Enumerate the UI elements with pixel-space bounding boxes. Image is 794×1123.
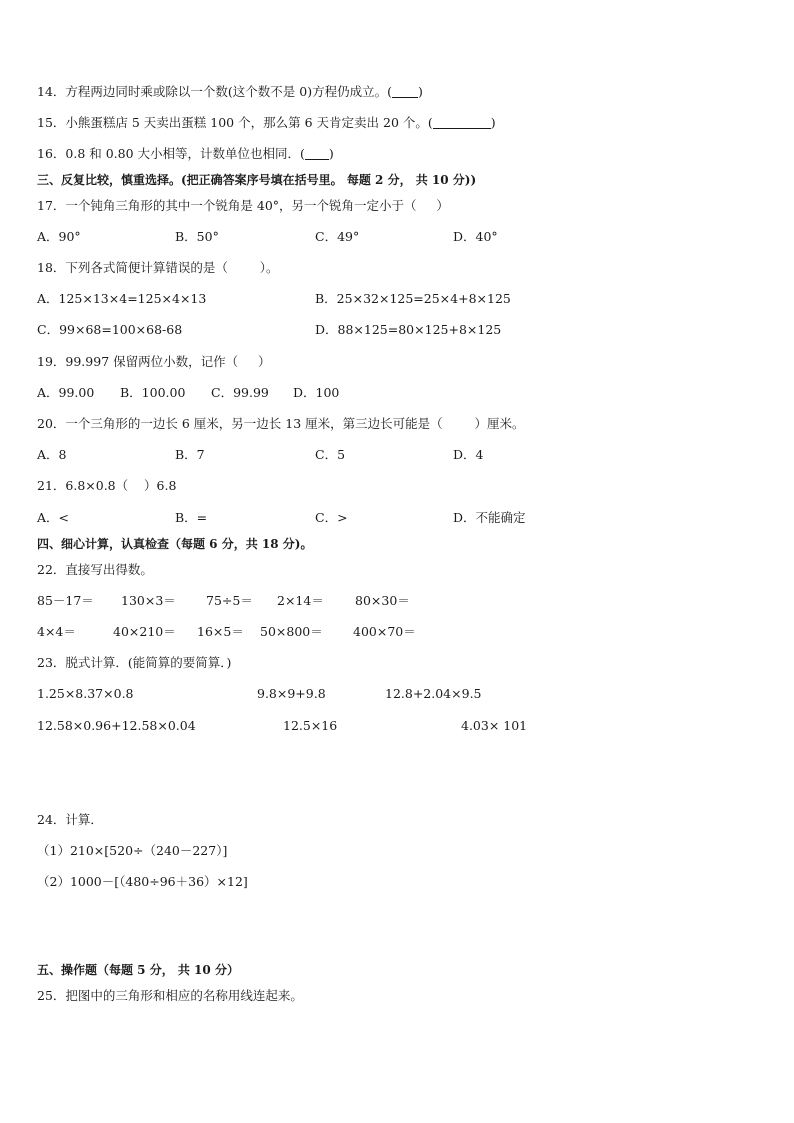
q21-stem: 21．6.8×0.8（ ）6.8	[37, 478, 177, 493]
q23-r2-item-3: 4.03× 101	[461, 718, 528, 733]
q23-r2-item-2: 12.5×16	[283, 718, 338, 733]
q15-text: 15．小熊蛋糕店 5 天卖出蛋糕 100 个，那么第 6 天肯定卖出 20 个。(	[37, 115, 433, 130]
q22-r1-item-1: 85－17＝	[37, 593, 94, 608]
q23-r1-item-1: 1.25×8.37×0.8	[37, 686, 134, 701]
q21-option-a[interactable]: A．<	[37, 510, 70, 525]
q22-stem: 22．直接写出得数。	[37, 562, 153, 577]
q24-stem: 24．计算．	[37, 812, 103, 827]
section-4-heading: 四、细心计算，认真检查（每题 6 分，共 18 分)。	[37, 537, 313, 551]
q14-text: 14．方程两边同时乘或除以一个数(这个数不是 0)方程仍成立。(	[37, 84, 392, 99]
q16-text: 16．0.8 和 0.80 大小相等，计数单位也相同．(	[37, 146, 305, 161]
q25-stem: 25．把图中的三角形和相应的名称用线连起来。	[37, 988, 303, 1003]
q24-part-1: （1）210×[520÷（240－227）]	[37, 843, 228, 858]
q19-option-c[interactable]: C．99.99	[211, 385, 269, 400]
q17-stem: 17．一个钝角三角形的其中一个锐角是 40°，另一个锐角一定小于（ ）	[37, 198, 449, 213]
q20-option-d[interactable]: D．4	[453, 447, 484, 462]
q14-line: 14．方程两边同时乘或除以一个数(这个数不是 0)方程仍成立。( )	[37, 84, 423, 99]
q17-option-c[interactable]: C．49°	[315, 229, 360, 244]
q16-answer-blank[interactable]	[305, 147, 329, 160]
q17-option-a[interactable]: A．90°	[37, 229, 81, 244]
q22-r2-item-5: 400×70＝	[353, 624, 416, 639]
q23-r1-item-3: 12.8+2.04×9.5	[385, 686, 482, 701]
q18-option-b[interactable]: B．25×32×125=25×4+8×125	[315, 291, 511, 306]
q15-line: 15．小熊蛋糕店 5 天卖出蛋糕 100 个，那么第 6 天肯定卖出 20 个。( )	[37, 115, 496, 130]
q15-answer-blank[interactable]	[433, 116, 491, 129]
q23-r2-item-1: 12.58×0.96+12.58×0.04	[37, 718, 196, 733]
q22-r2-item-1: 4×4＝	[37, 624, 76, 639]
q20-option-c[interactable]: C．5	[315, 447, 346, 462]
q22-r2-item-4: 50×800＝	[260, 624, 323, 639]
q24-part-2: （2）1000－[（480÷96＋36）×12]	[37, 874, 248, 889]
q22-r1-item-3: 75÷5＝	[206, 593, 253, 608]
q23-stem: 23．脱式计算．(能简算的要简算．)	[37, 655, 232, 670]
q22-r2-item-3: 16×5＝	[197, 624, 244, 639]
q20-option-a[interactable]: A．8	[37, 447, 67, 462]
q14-answer-blank[interactable]	[392, 85, 418, 98]
q21-option-c[interactable]: C．>	[315, 510, 348, 525]
q22-r1-item-5: 80×30＝	[355, 593, 410, 608]
q18-stem: 18．下列各式简便计算错误的是（ ）。	[37, 260, 279, 275]
q18-option-d[interactable]: D．88×125=80×125+8×125	[315, 322, 502, 337]
q16-line: 16．0.8 和 0.80 大小相等，计数单位也相同．( )	[37, 146, 334, 161]
q18-option-a[interactable]: A．125×13×4=125×4×13	[37, 291, 207, 306]
q22-r1-item-4: 2×14＝	[277, 593, 324, 608]
q17-option-d[interactable]: D．40°	[453, 229, 498, 244]
q19-option-d[interactable]: D．100	[293, 385, 340, 400]
q20-option-b[interactable]: B．7	[175, 447, 205, 462]
q20-stem: 20．一个三角形的一边长 6 厘米，另一边长 13 厘米，第三边长可能是（ ）厘米。	[37, 416, 525, 431]
q22-r2-item-2: 40×210＝	[113, 624, 176, 639]
q18-option-c[interactable]: C．99×68=100×68-68	[37, 322, 183, 337]
section-3-heading: 三、反复比较，慎重选择。(把正确答案序号填在括号里。 每题 2 分， 共 10 分))	[37, 173, 477, 187]
q21-option-b[interactable]: B．=	[175, 510, 208, 525]
q19-option-b[interactable]: B．100.00	[120, 385, 186, 400]
q21-option-d[interactable]: D．不能确定	[453, 510, 526, 525]
q19-option-a[interactable]: A．99.00	[37, 385, 95, 400]
section-5-heading: 五、操作题（每题 5 分， 共 10 分）	[37, 963, 239, 977]
q19-stem: 19．99.997 保留两位小数，记作（ ）	[37, 354, 271, 369]
q23-r1-item-2: 9.8×9+9.8	[257, 686, 326, 701]
q17-option-b[interactable]: B．50°	[175, 229, 219, 244]
q22-r1-item-2: 130×3＝	[121, 593, 176, 608]
